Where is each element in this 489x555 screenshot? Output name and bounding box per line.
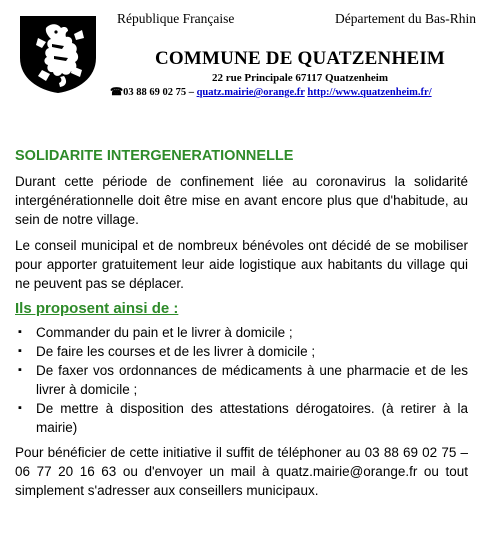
letterhead <box>0 0 489 110</box>
article-title: SOLIDARITE INTERGENERATIONNELLE <box>15 148 294 164</box>
republique-label: République Française <box>117 11 235 26</box>
bullet-icon: ▪ <box>18 345 22 357</box>
intro-paragraph: Durant cette période de confinement liée au coronavirus la solidarité intergénérationnelle doit être mise en avant encore plus que d'habitude, au sein de notre village. <box>15 174 468 227</box>
contact-line <box>110 86 480 98</box>
list-item-text: De faire les courses et de les livrer à domicile ; <box>36 344 316 359</box>
email-link[interactable]: quatz.mairie@orange.fr <box>196 87 305 98</box>
services-heading: Ils proposent ainsi de : <box>15 300 179 317</box>
list-item-text: Commander du pain et le livrer à domicile ; <box>36 325 293 340</box>
list-item-text: De mettre à disposition des attestations dérogatoires. (à retirer à la mairie) <box>36 401 468 435</box>
phone-icon: ☎ <box>110 87 124 98</box>
mairie-address: 22 rue Principale 67117 Quatzenheim <box>212 72 388 84</box>
list-item <box>15 342 468 361</box>
council-paragraph: Le conseil municipal et de nombreux bénévoles ont décidé de se mobiliser pour apporter gratuitement leur aide logistique aux habitants du village qui ne peuvent pas se déplacer. <box>15 238 468 291</box>
commune-name: COMMUNE DE QUATZENHEIM <box>154 48 446 69</box>
bullet-icon: ▪ <box>18 364 22 376</box>
article-body <box>15 148 468 507</box>
list-item <box>15 399 468 437</box>
departement-label: Département du Bas-Rhin <box>335 11 476 26</box>
bullet-icon: ▪ <box>18 326 22 338</box>
bullet-icon: ▪ <box>18 402 22 414</box>
list-item <box>15 323 468 342</box>
services-list <box>15 323 468 437</box>
phone-number: 03 88 69 02 75 – <box>123 87 194 98</box>
website-link[interactable]: http://www.quatzenheim.fr/ <box>307 87 432 98</box>
coat-of-arms-icon <box>16 14 100 94</box>
list-item <box>15 361 468 399</box>
closing-paragraph: Pour bénéficier de cette initiative il suffit de téléphoner au 03 88 69 02 75 – 06 77 20 16 63 ou d'envoyer un mail à quatz.mairie@orange.fr ou tout simplement s'adresser aux conseillers municipaux. <box>15 445 468 498</box>
list-item-text: De faxer vos ordonnances de médicaments à une pharmacie et de les livrer à domicile ; <box>36 363 468 397</box>
